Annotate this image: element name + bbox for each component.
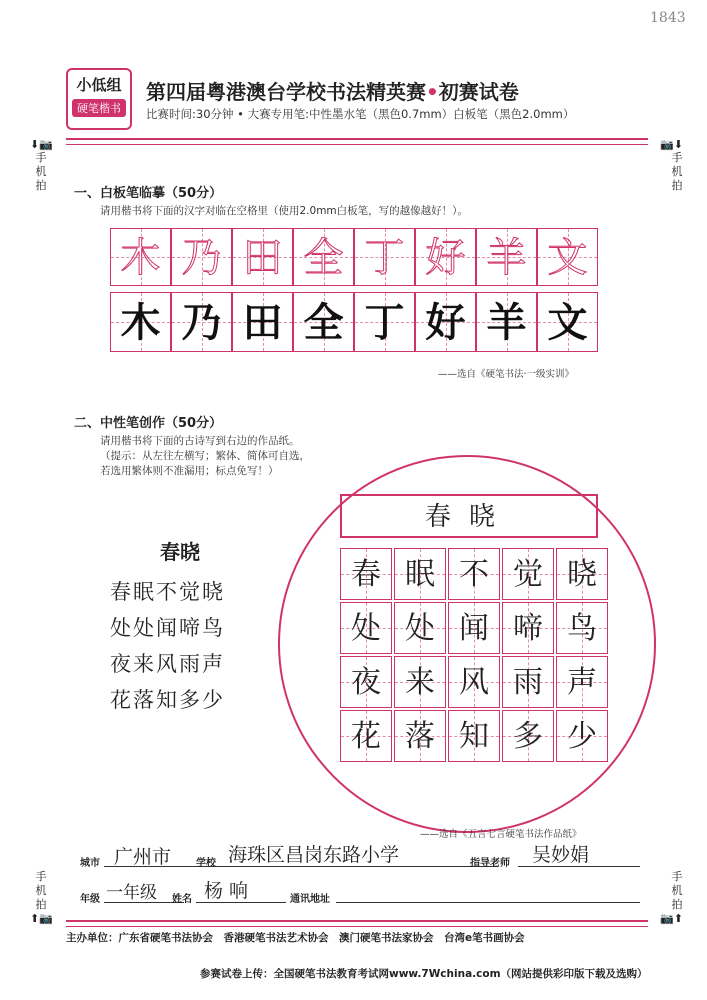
work-cell [556, 548, 608, 600]
character: 晓 [567, 557, 597, 592]
character: 不 [459, 557, 489, 592]
poem-title: 春晓 [160, 540, 200, 564]
model-cell [110, 228, 171, 286]
side-marker-bottom-left [30, 870, 53, 925]
character: 闻 [459, 611, 489, 646]
model-cell [354, 228, 415, 286]
work-cell [448, 710, 500, 762]
written-cell [537, 292, 598, 352]
model-cell [171, 228, 232, 286]
badge-group: 小低组 [76, 76, 122, 94]
character: 夜 [351, 665, 381, 700]
work-cell [502, 656, 554, 708]
written-cell [171, 292, 232, 352]
address-label: 通讯地址 [290, 894, 330, 905]
character: 文 [547, 299, 588, 346]
work-cell [394, 548, 446, 600]
character: 全 [303, 299, 344, 346]
written-cell [476, 292, 537, 352]
city-label: 城市 [80, 858, 100, 869]
instruction-line: 若选用繁体则不准漏用；标点免写！） [100, 465, 279, 477]
character: 文 [547, 235, 588, 281]
title-dot: • [426, 80, 439, 104]
section2-source: ——选自《五言七言硬笔书法作品纸》 [420, 829, 582, 840]
section1-source: ——选自《硬笔书法·一级实训》 [438, 369, 575, 380]
work-cell [340, 548, 392, 600]
character: 来 [405, 665, 435, 700]
side-label: 手机拍 [671, 870, 683, 911]
side-marker-bottom-right [660, 870, 684, 925]
model-cell [293, 228, 354, 286]
model-row [110, 228, 598, 286]
work-cell [394, 710, 446, 762]
page-number: 1843 [650, 10, 686, 26]
character: 眠 [405, 557, 435, 592]
name-label: 姓名 [172, 894, 192, 905]
written-cell [293, 292, 354, 352]
download-note: 参赛试卷上传：全国硬笔书法教育考试网www.7Wchina.com（网站提供彩印版下载及选购） [200, 968, 648, 980]
camera-icon: 📷⬆ [660, 912, 683, 925]
character: 雨 [513, 665, 543, 700]
character: 丁 [364, 299, 405, 346]
category-badge [66, 68, 132, 130]
school-value[interactable]: 海珠区昌岗东路小学 [228, 844, 400, 866]
work-cell [448, 656, 500, 708]
character: 全 [303, 235, 344, 281]
side-marker-top-left [30, 138, 53, 193]
side-marker-top-right [660, 138, 684, 193]
work-grid-row [340, 710, 610, 762]
section2-title: 二、中性笔创作（50分） [74, 416, 223, 431]
side-label: 手机拍 [35, 151, 47, 192]
poem-line: 春眠不觉晓 [110, 580, 225, 604]
work-cell [340, 656, 392, 708]
side-label: 手机拍 [35, 870, 47, 911]
work-cell [556, 710, 608, 762]
title-main: 第四届粤港澳台学校书法精英赛 [146, 80, 426, 104]
character: 少 [567, 719, 597, 754]
character: 多 [513, 719, 543, 754]
character: 田 [242, 299, 283, 346]
poem-line: 花落知多少 [110, 688, 225, 712]
character: 落 [405, 719, 435, 754]
character: 丁 [364, 235, 405, 281]
city-value[interactable]: 广州市 [114, 846, 172, 868]
work-cell [448, 548, 500, 600]
character: 花 [351, 719, 381, 754]
instruction-line: 请用楷书将下面的古诗写到右边的作品纸。 [100, 435, 300, 447]
work-grid-row [340, 656, 610, 708]
written-cell [415, 292, 476, 352]
character: 好 [425, 235, 466, 281]
teacher-label: 指导老师 [470, 858, 510, 869]
character: 处 [351, 611, 381, 646]
form-row-1 [80, 842, 640, 872]
work-cell [394, 656, 446, 708]
written-cell [110, 292, 171, 352]
poem-line: 夜来风雨声 [110, 652, 225, 676]
character: 羊 [486, 235, 527, 281]
written-cell [354, 292, 415, 352]
character: 木 [120, 299, 161, 346]
poem [110, 574, 225, 718]
section1-title: 一、白板笔临摹（50分） [74, 186, 223, 201]
school-label: 学校 [196, 858, 216, 869]
teacher-value[interactable]: 吴妙娟 [532, 844, 590, 866]
work-cell [340, 710, 392, 762]
footer-divider [66, 920, 648, 927]
camera-icon: 📷⬇ [660, 138, 683, 151]
character: 声 [567, 665, 597, 700]
page-title [146, 76, 519, 105]
grade-label: 年级 [80, 894, 100, 905]
form-row-2 [80, 878, 640, 908]
model-cell [476, 228, 537, 286]
written-row [110, 292, 598, 352]
character: 春 [351, 557, 381, 592]
grade-value[interactable]: 一年级 [106, 883, 157, 903]
address-underline [336, 902, 640, 903]
character: 处 [405, 611, 435, 646]
work-grid [340, 548, 610, 764]
character: 木 [120, 235, 161, 281]
work-grid-row [340, 602, 610, 654]
section2-instruction [100, 434, 310, 479]
character: 知 [459, 719, 489, 754]
model-cell [415, 228, 476, 286]
work-cell [394, 602, 446, 654]
character: 风 [459, 665, 489, 700]
character: 乃 [181, 299, 222, 346]
work-title: 春晓 [340, 494, 598, 538]
character: 好 [425, 299, 466, 346]
header-divider [66, 138, 648, 145]
organizers: 主办单位：广东省硬笔书法协会 香港硬笔书法艺术协会 澳门硬笔书法家协会 台湾e笔书画协会 [66, 932, 525, 944]
written-cell [232, 292, 293, 352]
work-cell [502, 548, 554, 600]
title-suffix: 初赛试卷 [438, 80, 519, 104]
work-cell [502, 602, 554, 654]
instruction-line: （提示：从左往左横写；繁体、简体可自选， [100, 450, 310, 462]
work-grid-row [340, 548, 610, 600]
work-cell [340, 602, 392, 654]
character: 羊 [486, 299, 527, 346]
model-cell [537, 228, 598, 286]
copy-grid [110, 228, 598, 352]
work-cell [556, 656, 608, 708]
character: 鸟 [567, 611, 597, 646]
poem-line: 处处闻啼鸟 [110, 616, 225, 640]
character: 觉 [513, 557, 543, 592]
subtitle: 比赛时间:30分钟 • 大赛专用笔:中性墨水笔（黑色0.7mm）白板笔（黑色2.0mm） [146, 107, 575, 121]
camera-icon: ⬆📷 [30, 912, 53, 925]
camera-icon: ⬇📷 [30, 138, 53, 151]
side-label: 手机拍 [671, 151, 683, 192]
section1-instruction: 请用楷书将下面的汉字对临在空格里（使用2.0mm白板笔，写的越像越好！）。 [100, 205, 468, 217]
work-cell [448, 602, 500, 654]
model-cell [232, 228, 293, 286]
name-value[interactable]: 杨 响 [204, 880, 249, 902]
work-cell [502, 710, 554, 762]
badge-style: 硬笔楷书 [72, 99, 126, 117]
character: 田 [242, 235, 283, 281]
work-cell [556, 602, 608, 654]
character: 啼 [513, 611, 543, 646]
character: 乃 [181, 235, 222, 281]
